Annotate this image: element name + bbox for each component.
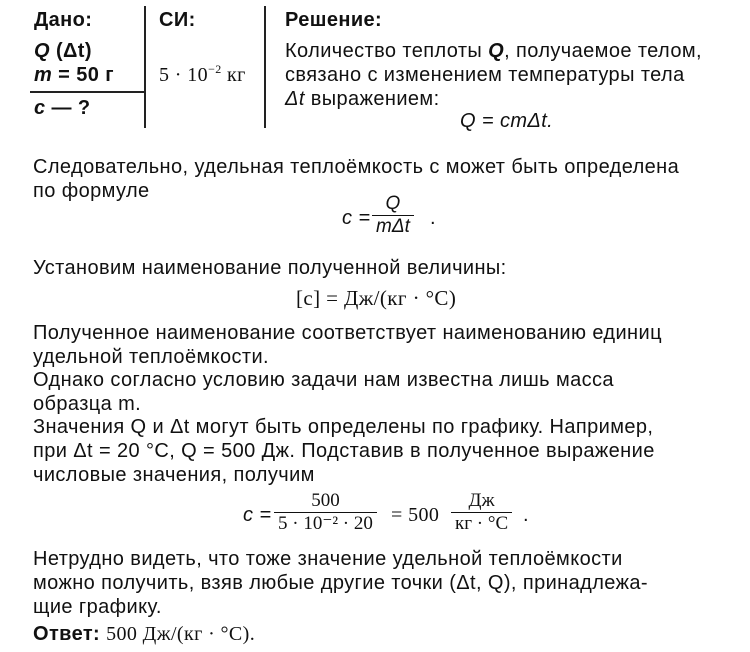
p5-line1: Значения Q и Δt могут быть определены по графику. Например, <box>33 416 654 438</box>
intro-dt: Δt <box>285 88 305 110</box>
formula-heat: Q = cmΔt. <box>460 110 554 132</box>
solution-header: Решение: <box>285 9 383 31</box>
p5-line2: при Δt = 20 °С, Q = 500 Дж. Подставив в полученное выражение <box>33 440 655 462</box>
given-q-arg: (Δt) <box>55 40 92 62</box>
given-mass <box>34 63 114 87</box>
p4-line2: образца m. <box>33 393 142 415</box>
f2-lhs: c = <box>342 207 371 229</box>
p5-line3: числовые значения, получим <box>33 464 315 486</box>
f4-denominator: 5 · 10⁻² · 20 <box>278 513 373 535</box>
given-divider <box>30 91 144 93</box>
f4-lhs: c = <box>243 504 272 526</box>
intro-text-a: Количество теплоты <box>285 40 483 62</box>
solution-intro-line3 <box>285 87 440 111</box>
p1-line2: по формуле <box>33 180 150 202</box>
f2-numerator: Q <box>385 193 401 214</box>
f4-mid: = 500 <box>391 504 440 526</box>
p1-line1: Следовательно, удельная теплоёмкость c может быть определена <box>33 156 680 178</box>
f4-unit-denominator: кг · °С <box>455 513 509 535</box>
p2: Установим наименование полученной величины: <box>33 257 507 279</box>
intro-q: Q <box>488 40 505 62</box>
answer-value: 500 Дж/(кг · °С). <box>106 623 256 645</box>
solution-intro-line2: связано с изменением температуры тела <box>285 64 685 86</box>
answer <box>33 622 255 646</box>
f4-numerator: 500 <box>311 490 340 511</box>
solution-intro-line1 <box>285 39 702 63</box>
si-mass-unit: кг <box>227 64 246 86</box>
given-m-var: m <box>34 64 53 86</box>
p3-line1: Полученное наименование соответствует наименованию единиц <box>33 322 662 344</box>
f2-fraction <box>372 193 414 238</box>
given-find-tail: — ? <box>51 97 91 119</box>
f2-end: . <box>430 207 436 229</box>
answer-label: Ответ: <box>33 623 101 645</box>
intro-text-c: выражением: <box>304 88 440 110</box>
si-mass <box>159 63 246 87</box>
p6-line3: щие графику. <box>33 596 162 618</box>
col-rule-1 <box>144 6 146 128</box>
formula-units: [c] = Дж/(кг · °С) <box>296 286 457 310</box>
given-m-val: = 50 г <box>58 64 114 86</box>
f2-denominator: mΔt <box>376 216 410 238</box>
p6-line2: можно получить, взяв любые другие точки (Δt, Q), принадлежа- <box>33 572 648 594</box>
given-find <box>34 96 90 120</box>
p4-line1: Однако согласно условию задачи нам известна лишь масса <box>33 369 614 391</box>
si-header: СИ: <box>159 9 196 31</box>
si-mass-exp: −2 <box>208 62 222 76</box>
given-find-var: c <box>34 97 46 119</box>
f4-unit-fraction <box>451 490 512 535</box>
f4-end: . <box>523 504 529 526</box>
p6-line1: Нетрудно видеть, что тоже значение удельной теплоёмкости <box>33 548 623 570</box>
f4-fraction <box>274 490 377 535</box>
given-header: Дано: <box>34 9 93 31</box>
p3-line2: удельной теплоёмкости. <box>33 346 270 368</box>
given-q-var: Q <box>34 40 50 62</box>
given-q <box>34 39 92 63</box>
intro-text-b: , получаемое телом, <box>504 40 702 62</box>
f4-unit-numerator: Дж <box>468 490 495 511</box>
col-rule-2 <box>264 6 266 128</box>
si-mass-coef: 5 · 10 <box>159 64 209 86</box>
